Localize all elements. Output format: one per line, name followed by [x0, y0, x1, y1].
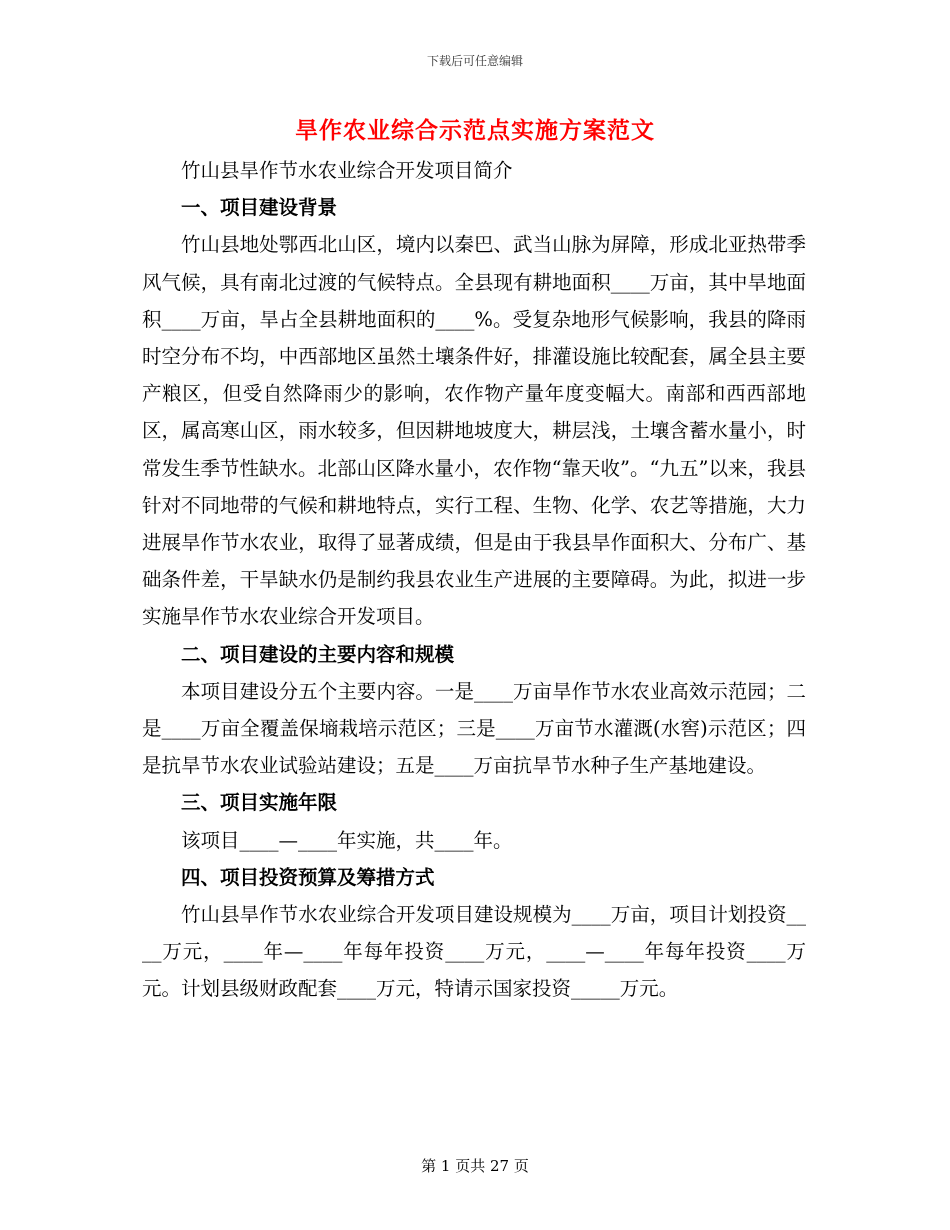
document-body: [142, 152, 806, 1008]
page-number: 第 1 页共 27 页: [421, 1157, 529, 1175]
section-paragraph-duration: 该项目____—____年实施，共____年。: [181, 828, 513, 852]
section-heading-background: 一、项目建设背景: [181, 196, 338, 220]
section-paragraph-content-scale: 本项目建设分五个主要内容。一是____万亩旱作节水农业高效示范园；二是____万亩全覆盖保墒栽培示范区；三是____万亩节水灌溉(水窖)示范区；四是抗旱节水农业试验站建设；五是____万亩抗旱节水种子生产基地建设。: [142, 679, 806, 778]
section-heading-duration: 三、项目实施年限: [181, 791, 338, 815]
document-title: 旱作农业综合示范点实施方案范文: [295, 118, 655, 144]
section-paragraph-background: 竹山县地处鄂西北山区，境内以秦巴、武当山脉为屏障，形成北亚热带季风气候，具有南北过渡的气候特点。全县现有耕地面积____万亩，其中旱地面积____万亩，旱占全县耕地面积的____%。受复杂地形气候影响，我县的降雨时空分布不均，中西部地区虽然土壤条件好，排灌设施比较配套，属全县主要产粮区，但受自然降雨少的影响，农作物产量年度变幅大。南部和西西部地区，属高寒山区，雨水较多，但因耕地坡度大，耕层浅，土壤含蓄水量小，时常发生季节性缺水。北部山区降水量小，农作物“靠天收”。“九五”以来，我县针对不同地带的气候和耕地特点，实行工程、生物、化学、农艺等措施，大力进展旱作节水农业，取得了显著成绩，但是由于我县旱作面积大、分布广、基础条件差，干旱缺水仍是制约我县农业生产进展的主要障碍。为此，拟进一步实施旱作节水农业综合开发项目。: [142, 233, 806, 629]
intro-line: 竹山县旱作节水农业综合开发项目简介: [181, 159, 513, 182]
section-heading-investment: 四、项目投资预算及筹措方式: [181, 865, 435, 889]
section-paragraph-investment: 竹山县旱作节水农业综合开发项目建设规模为____万亩，项目计划投资____万元，____年—____年每年投资____万元，____—____年每年投资____万元。计划县级财政配套____万元，特请示国家投资_____万元。: [142, 903, 806, 1001]
header-note: 下载后可任意编辑: [426, 54, 523, 68]
section-heading-content-scale: 二、项目建设的主要内容和规模: [181, 642, 455, 666]
